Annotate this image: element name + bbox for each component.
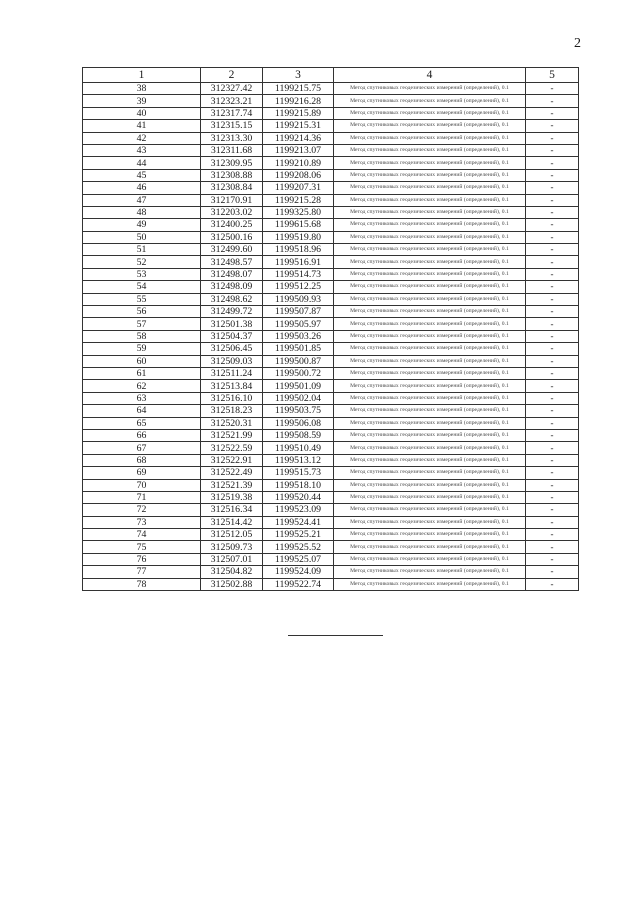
point-number-cell: 75 [83, 541, 201, 553]
x-coordinate-cell: 312502.88 [201, 578, 263, 590]
note-cell: - [526, 467, 579, 479]
note-cell: - [526, 529, 579, 541]
note-cell: - [526, 244, 579, 256]
point-number-cell: 73 [83, 516, 201, 528]
y-coordinate-cell: 1199520.44 [263, 491, 334, 503]
method-cell: Метод спутниковых геодезических измерений (определений), 0.1 [334, 306, 526, 318]
point-number-cell: 47 [83, 194, 201, 206]
y-coordinate-cell: 1199515.73 [263, 467, 334, 479]
x-coordinate-cell: 312512.05 [201, 529, 263, 541]
page-number: 2 [574, 36, 581, 51]
table-row [83, 566, 579, 578]
table-row [83, 120, 579, 132]
y-coordinate-cell: 1199215.75 [263, 83, 334, 95]
note-cell: - [526, 442, 579, 454]
header-cell-x: 2 [201, 68, 263, 83]
point-number-cell: 46 [83, 182, 201, 194]
y-coordinate-cell: 1199503.26 [263, 330, 334, 342]
x-coordinate-cell: 312520.31 [201, 417, 263, 429]
table-row [83, 330, 579, 342]
method-cell: Метод спутниковых геодезических измерений (определений), 0.1 [334, 380, 526, 392]
table-row [83, 182, 579, 194]
point-number-cell: 67 [83, 442, 201, 454]
point-number-cell: 39 [83, 95, 201, 107]
table-row [83, 367, 579, 379]
table-row [83, 231, 579, 243]
point-number-cell: 50 [83, 231, 201, 243]
table-row [83, 355, 579, 367]
point-number-cell: 38 [83, 83, 201, 95]
point-number-cell: 42 [83, 132, 201, 144]
y-coordinate-cell: 1199525.52 [263, 541, 334, 553]
note-cell: - [526, 293, 579, 305]
method-cell: Метод спутниковых геодезических измерений (определений), 0.1 [334, 120, 526, 132]
note-cell: - [526, 429, 579, 441]
y-coordinate-cell: 1199519.80 [263, 231, 334, 243]
x-coordinate-cell: 312499.72 [201, 306, 263, 318]
table-row [83, 281, 579, 293]
point-number-cell: 60 [83, 355, 201, 367]
table-row [83, 318, 579, 330]
point-number-cell: 72 [83, 504, 201, 516]
note-cell: - [526, 206, 579, 218]
table-body [83, 68, 579, 591]
point-number-cell: 62 [83, 380, 201, 392]
table-row [83, 405, 579, 417]
y-coordinate-cell: 1199505.97 [263, 318, 334, 330]
point-number-cell: 61 [83, 367, 201, 379]
note-cell: - [526, 120, 579, 132]
x-coordinate-cell: 312498.07 [201, 268, 263, 280]
y-coordinate-cell: 1199501.09 [263, 380, 334, 392]
note-cell: - [526, 343, 579, 355]
y-coordinate-cell: 1199215.89 [263, 107, 334, 119]
x-coordinate-cell: 312313.30 [201, 132, 263, 144]
note-cell: - [526, 454, 579, 466]
y-coordinate-cell: 1199500.87 [263, 355, 334, 367]
note-cell: - [526, 491, 579, 503]
y-coordinate-cell: 1199525.21 [263, 529, 334, 541]
y-coordinate-cell: 1199510.49 [263, 442, 334, 454]
y-coordinate-cell: 1199523.09 [263, 504, 334, 516]
header-cell-point-number: 1 [83, 68, 201, 83]
y-coordinate-cell: 1199502.04 [263, 392, 334, 404]
note-cell: - [526, 231, 579, 243]
method-cell: Метод спутниковых геодезических измерений (определений), 0.1 [334, 83, 526, 95]
note-cell: - [526, 107, 579, 119]
method-cell: Метод спутниковых геодезических измерений (определений), 0.1 [334, 256, 526, 268]
x-coordinate-cell: 312327.42 [201, 83, 263, 95]
y-coordinate-cell: 1199522.74 [263, 578, 334, 590]
y-coordinate-cell: 1199216.28 [263, 95, 334, 107]
method-cell: Метод спутниковых геодезических измерений (определений), 0.1 [334, 367, 526, 379]
y-coordinate-cell: 1199525.07 [263, 553, 334, 565]
table-row [83, 529, 579, 541]
note-cell: - [526, 566, 579, 578]
point-number-cell: 49 [83, 219, 201, 231]
note-cell: - [526, 553, 579, 565]
y-coordinate-cell: 1199518.96 [263, 244, 334, 256]
method-cell: Метод спутниковых геодезических измерений (определений), 0.1 [334, 194, 526, 206]
note-cell: - [526, 306, 579, 318]
x-coordinate-cell: 312513.84 [201, 380, 263, 392]
y-coordinate-cell: 1199215.31 [263, 120, 334, 132]
note-cell: - [526, 256, 579, 268]
x-coordinate-cell: 312507.01 [201, 553, 263, 565]
point-number-cell: 40 [83, 107, 201, 119]
method-cell: Метод спутниковых геодезических измерений (определений), 0.1 [334, 293, 526, 305]
table-row [83, 578, 579, 590]
x-coordinate-cell: 312501.38 [201, 318, 263, 330]
method-cell: Метод спутниковых геодезических измерений (определений), 0.1 [334, 318, 526, 330]
table-row [83, 244, 579, 256]
y-coordinate-cell: 1199615.68 [263, 219, 334, 231]
point-number-cell: 65 [83, 417, 201, 429]
method-cell: Метод спутниковых геодезических измерений (определений), 0.1 [334, 504, 526, 516]
y-coordinate-cell: 1199513.12 [263, 454, 334, 466]
table-row [83, 268, 579, 280]
x-coordinate-cell: 312315.15 [201, 120, 263, 132]
method-cell: Метод спутниковых геодезических измерений (определений), 0.1 [334, 206, 526, 218]
x-coordinate-cell: 312522.49 [201, 467, 263, 479]
y-coordinate-cell: 1199213.07 [263, 144, 334, 156]
note-cell: - [526, 318, 579, 330]
method-cell: Метод спутниковых геодезических измерений (определений), 0.1 [334, 392, 526, 404]
point-number-cell: 53 [83, 268, 201, 280]
point-number-cell: 59 [83, 343, 201, 355]
method-cell: Метод спутниковых геодезических измерений (определений), 0.1 [334, 442, 526, 454]
method-cell: Метод спутниковых геодезических измерений (определений), 0.1 [334, 132, 526, 144]
x-coordinate-cell: 312516.34 [201, 504, 263, 516]
table-row [83, 169, 579, 181]
table-row [83, 479, 579, 491]
y-coordinate-cell: 1199215.28 [263, 194, 334, 206]
table-row [83, 144, 579, 156]
point-number-cell: 70 [83, 479, 201, 491]
method-cell: Метод спутниковых геодезических измерений (определений), 0.1 [334, 541, 526, 553]
table-row [83, 442, 579, 454]
point-number-cell: 69 [83, 467, 201, 479]
method-cell: Метод спутниковых геодезических измерений (определений), 0.1 [334, 281, 526, 293]
header-cell-y: 3 [263, 68, 334, 83]
note-cell: - [526, 83, 579, 95]
table-row [83, 553, 579, 565]
table-row [83, 306, 579, 318]
y-coordinate-cell: 1199524.41 [263, 516, 334, 528]
x-coordinate-cell: 312311.68 [201, 144, 263, 156]
point-number-cell: 77 [83, 566, 201, 578]
y-coordinate-cell: 1199210.89 [263, 157, 334, 169]
point-number-cell: 51 [83, 244, 201, 256]
x-coordinate-cell: 312498.09 [201, 281, 263, 293]
y-coordinate-cell: 1199214.36 [263, 132, 334, 144]
point-number-cell: 76 [83, 553, 201, 565]
note-cell: - [526, 281, 579, 293]
note-cell: - [526, 169, 579, 181]
y-coordinate-cell: 1199501.85 [263, 343, 334, 355]
y-coordinate-cell: 1199207.31 [263, 182, 334, 194]
x-coordinate-cell: 312499.60 [201, 244, 263, 256]
method-cell: Метод спутниковых геодезических измерений (определений), 0.1 [334, 429, 526, 441]
point-number-cell: 52 [83, 256, 201, 268]
method-cell: Метод спутниковых геодезических измерений (определений), 0.1 [334, 405, 526, 417]
y-coordinate-cell: 1199208.06 [263, 169, 334, 181]
x-coordinate-cell: 312521.99 [201, 429, 263, 441]
note-cell: - [526, 144, 579, 156]
x-coordinate-cell: 312203.02 [201, 206, 263, 218]
x-coordinate-cell: 312498.57 [201, 256, 263, 268]
table-row [83, 206, 579, 218]
x-coordinate-cell: 312519.38 [201, 491, 263, 503]
method-cell: Метод спутниковых геодезических измерений (определений), 0.1 [334, 231, 526, 243]
x-coordinate-cell: 312509.03 [201, 355, 263, 367]
method-cell: Метод спутниковых геодезических измерений (определений), 0.1 [334, 578, 526, 590]
x-coordinate-cell: 312509.73 [201, 541, 263, 553]
method-cell: Метод спутниковых геодезических измерений (определений), 0.1 [334, 219, 526, 231]
x-coordinate-cell: 312498.62 [201, 293, 263, 305]
x-coordinate-cell: 312511.24 [201, 367, 263, 379]
method-cell: Метод спутниковых геодезических измерений (определений), 0.1 [334, 553, 526, 565]
x-coordinate-cell: 312514.42 [201, 516, 263, 528]
note-cell: - [526, 95, 579, 107]
note-cell: - [526, 392, 579, 404]
method-cell: Метод спутниковых геодезических измерений (определений), 0.1 [334, 157, 526, 169]
table-row [83, 132, 579, 144]
note-cell: - [526, 405, 579, 417]
method-cell: Метод спутниковых геодезических измерений (определений), 0.1 [334, 467, 526, 479]
x-coordinate-cell: 312504.82 [201, 566, 263, 578]
point-number-cell: 57 [83, 318, 201, 330]
note-cell: - [526, 268, 579, 280]
y-coordinate-cell: 1199508.59 [263, 429, 334, 441]
y-coordinate-cell: 1199518.10 [263, 479, 334, 491]
x-coordinate-cell: 312309.95 [201, 157, 263, 169]
method-cell: Метод спутниковых геодезических измерений (определений), 0.1 [334, 244, 526, 256]
note-cell: - [526, 330, 579, 342]
bottom-rule [288, 635, 383, 636]
note-cell: - [526, 355, 579, 367]
x-coordinate-cell: 312522.59 [201, 442, 263, 454]
point-number-cell: 64 [83, 405, 201, 417]
note-cell: - [526, 132, 579, 144]
table-row [83, 194, 579, 206]
x-coordinate-cell: 312400.25 [201, 219, 263, 231]
method-cell: Метод спутниковых геодезических измерений (определений), 0.1 [334, 479, 526, 491]
method-cell: Метод спутниковых геодезических измерений (определений), 0.1 [334, 454, 526, 466]
table-row [83, 157, 579, 169]
point-number-cell: 43 [83, 144, 201, 156]
table-row [83, 516, 579, 528]
header-cell-note: 5 [526, 68, 579, 83]
table-row [83, 429, 579, 441]
note-cell: - [526, 219, 579, 231]
table-row [83, 467, 579, 479]
point-number-cell: 68 [83, 454, 201, 466]
y-coordinate-cell: 1199509.93 [263, 293, 334, 305]
x-coordinate-cell: 312504.37 [201, 330, 263, 342]
table-row [83, 343, 579, 355]
x-coordinate-cell: 312323.21 [201, 95, 263, 107]
y-coordinate-cell: 1199503.75 [263, 405, 334, 417]
point-number-cell: 44 [83, 157, 201, 169]
x-coordinate-cell: 312500.16 [201, 231, 263, 243]
table-row [83, 417, 579, 429]
y-coordinate-cell: 1199325.80 [263, 206, 334, 218]
y-coordinate-cell: 1199516.91 [263, 256, 334, 268]
note-cell: - [526, 479, 579, 491]
y-coordinate-cell: 1199524.09 [263, 566, 334, 578]
note-cell: - [526, 541, 579, 553]
table-row [83, 219, 579, 231]
table-header-row [83, 68, 579, 83]
method-cell: Метод спутниковых геодезических измерений (определений), 0.1 [334, 169, 526, 181]
point-number-cell: 54 [83, 281, 201, 293]
y-coordinate-cell: 1199507.87 [263, 306, 334, 318]
table-row [83, 107, 579, 119]
table-row [83, 392, 579, 404]
note-cell: - [526, 367, 579, 379]
note-cell: - [526, 157, 579, 169]
method-cell: Метод спутниковых геодезических измерений (определений), 0.1 [334, 343, 526, 355]
x-coordinate-cell: 312516.10 [201, 392, 263, 404]
x-coordinate-cell: 312518.23 [201, 405, 263, 417]
method-cell: Метод спутниковых геодезических измерений (определений), 0.1 [334, 566, 526, 578]
table-row [83, 256, 579, 268]
table-row [83, 504, 579, 516]
point-number-cell: 63 [83, 392, 201, 404]
note-cell: - [526, 182, 579, 194]
point-number-cell: 41 [83, 120, 201, 132]
x-coordinate-cell: 312317.74 [201, 107, 263, 119]
method-cell: Метод спутниковых геодезических измерений (определений), 0.1 [334, 268, 526, 280]
point-number-cell: 58 [83, 330, 201, 342]
note-cell: - [526, 578, 579, 590]
y-coordinate-cell: 1199500.72 [263, 367, 334, 379]
header-cell-method: 4 [334, 68, 526, 83]
y-coordinate-cell: 1199506.08 [263, 417, 334, 429]
method-cell: Метод спутниковых геодезических измерений (определений), 0.1 [334, 95, 526, 107]
note-cell: - [526, 504, 579, 516]
method-cell: Метод спутниковых геодезических измерений (определений), 0.1 [334, 144, 526, 156]
table-row [83, 541, 579, 553]
point-number-cell: 66 [83, 429, 201, 441]
point-number-cell: 78 [83, 578, 201, 590]
note-cell: - [526, 516, 579, 528]
method-cell: Метод спутниковых геодезических измерений (определений), 0.1 [334, 355, 526, 367]
x-coordinate-cell: 312521.39 [201, 479, 263, 491]
note-cell: - [526, 417, 579, 429]
point-number-cell: 48 [83, 206, 201, 218]
method-cell: Метод спутниковых геодезических измерений (определений), 0.1 [334, 491, 526, 503]
point-number-cell: 71 [83, 491, 201, 503]
coordinates-table [82, 67, 579, 591]
note-cell: - [526, 380, 579, 392]
x-coordinate-cell: 312522.91 [201, 454, 263, 466]
point-number-cell: 56 [83, 306, 201, 318]
table-row [83, 293, 579, 305]
table-row [83, 380, 579, 392]
table-row [83, 95, 579, 107]
point-number-cell: 55 [83, 293, 201, 305]
table-row [83, 454, 579, 466]
point-number-cell: 74 [83, 529, 201, 541]
method-cell: Метод спутниковых геодезических измерений (определений), 0.1 [334, 516, 526, 528]
x-coordinate-cell: 312308.88 [201, 169, 263, 181]
x-coordinate-cell: 312506.45 [201, 343, 263, 355]
method-cell: Метод спутниковых геодезических измерений (определений), 0.1 [334, 330, 526, 342]
x-coordinate-cell: 312170.91 [201, 194, 263, 206]
method-cell: Метод спутниковых геодезических измерений (определений), 0.1 [334, 182, 526, 194]
method-cell: Метод спутниковых геодезических измерений (определений), 0.1 [334, 107, 526, 119]
y-coordinate-cell: 1199512.25 [263, 281, 334, 293]
table-row [83, 491, 579, 503]
method-cell: Метод спутниковых геодезических измерений (определений), 0.1 [334, 529, 526, 541]
method-cell: Метод спутниковых геодезических измерений (определений), 0.1 [334, 417, 526, 429]
x-coordinate-cell: 312308.84 [201, 182, 263, 194]
table-row [83, 83, 579, 95]
point-number-cell: 45 [83, 169, 201, 181]
note-cell: - [526, 194, 579, 206]
y-coordinate-cell: 1199514.73 [263, 268, 334, 280]
